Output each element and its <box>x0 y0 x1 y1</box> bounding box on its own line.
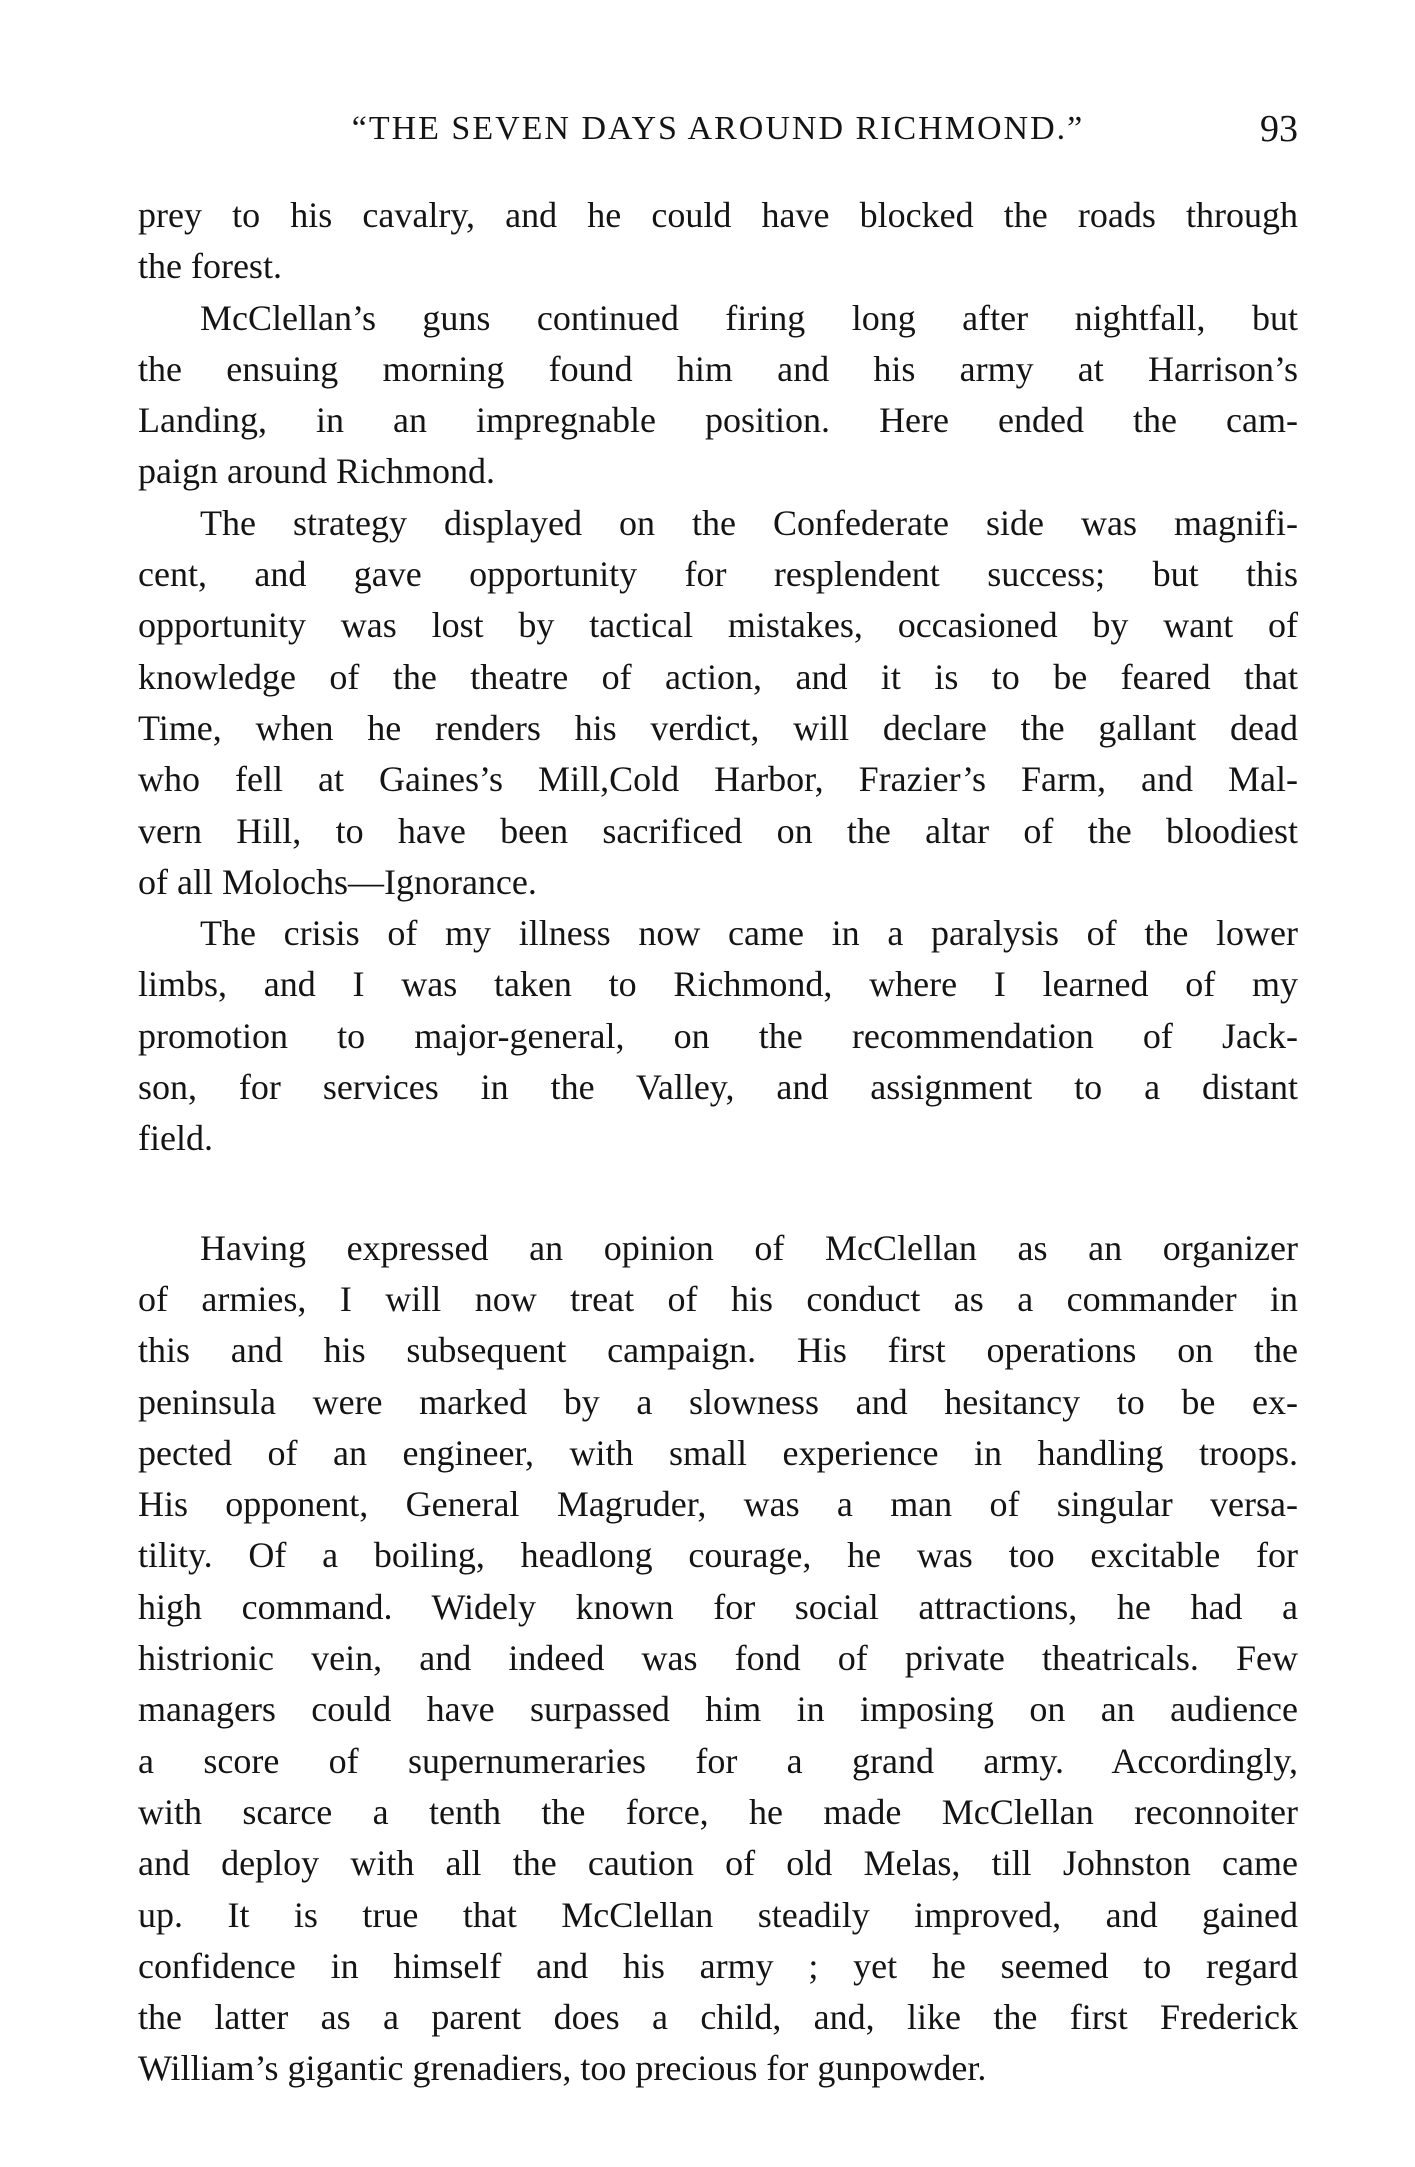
text-line: the forest. <box>138 246 282 287</box>
paragraph-4 <box>138 908 1298 1164</box>
text-line: opportunity was lost by tactical mistakes, occasioned by want of <box>138 605 1298 646</box>
text-line: tility. Of a boiling, headlong courage, he was too excitable for <box>138 1535 1298 1576</box>
paragraph-2 <box>138 293 1298 498</box>
paragraph-5 <box>138 1223 1298 2095</box>
text-line: of armies, I will now treat of his conduct as a commander in <box>138 1278 1298 1319</box>
text-line: confidence in himself and his army ; yet he seemed to regard <box>138 1945 1298 1986</box>
text-line: pected of an engineer, with small experience in handling troops. <box>138 1432 1298 1473</box>
text-line: McClellan’s guns continued firing long after nightfall, but <box>200 297 1298 338</box>
text-line: William’s gigantic grenadiers, too precious for gunpowder. <box>138 2048 987 2089</box>
text-line: limbs, and I was taken to Richmond, where I learned of my <box>138 964 1298 1005</box>
text-line: field. <box>138 1118 213 1159</box>
body-text <box>138 190 1298 2095</box>
text-line: a score of supernumeraries for a grand army. Accordingly, <box>138 1740 1298 1781</box>
text-line: up. It is true that McClellan steadily improved, and gained <box>138 1894 1298 1935</box>
text-line: paign around Richmond. <box>138 451 495 492</box>
text-line: the ensuing morning found him and his army at Harrison’s <box>138 348 1298 389</box>
text-line: prey to his cavalry, and he could have blocked the roads through <box>138 195 1298 235</box>
text-line: cent, and gave opportunity for resplendent success; but this <box>138 554 1298 595</box>
text-line: The crisis of my illness now came in a paralysis of the lower <box>200 913 1298 954</box>
paragraph-3 <box>138 498 1298 908</box>
text-line: Having expressed an opinion of McClellan as an organizer <box>200 1227 1298 1268</box>
text-line: son, for services in the Valley, and assignment to a distant <box>138 1067 1298 1108</box>
text-line: vern Hill, to have been sacrificed on the altar of the bloodiest <box>138 810 1298 851</box>
text-line: and deploy with all the caution of old Melas, till Johnston came <box>138 1843 1298 1884</box>
text-line: high command. Widely known for social attractions, he had a <box>138 1586 1298 1627</box>
page-number: 93 <box>1260 108 1298 150</box>
text-line: knowledge of the theatre of action, and it is to be feared that <box>138 656 1298 697</box>
text-line: His opponent, General Magruder, was a man of singular versa- <box>138 1484 1298 1525</box>
section-break <box>138 1165 1298 1223</box>
text-line: The strategy displayed on the Confederate side was magnifi- <box>200 502 1298 543</box>
text-line: with scarce a tenth the force, he made McClellan reconnoiter <box>138 1791 1298 1832</box>
text-line: Landing, in an impregnable position. Here ended the cam- <box>138 400 1298 441</box>
text-line: the latter as a parent does a child, and, like the first Frederick <box>138 1997 1298 2038</box>
running-title: “THE SEVEN DAYS AROUND RICHMOND.” <box>351 110 1085 147</box>
text-line: Time, when he renders his verdict, will declare the gallant dead <box>138 707 1298 748</box>
running-head <box>138 104 1298 154</box>
text-line: who fell at Gaines’s Mill,Cold Harbor, Frazier’s Farm, and Mal- <box>138 759 1298 800</box>
text-line: this and his subsequent campaign. His first operations on the <box>138 1330 1298 1371</box>
text-line: histrionic vein, and indeed was fond of private theatricals. Few <box>138 1638 1298 1679</box>
text-line: managers could have surpassed him in imposing on an audience <box>138 1689 1298 1730</box>
text-line: promotion to major-general, on the recommendation of Jack- <box>138 1015 1298 1056</box>
text-line: of all Molochs—Ignorance. <box>138 861 537 902</box>
text-line: peninsula were marked by a slowness and hesitancy to be ex- <box>138 1381 1298 1422</box>
paragraph-1 <box>138 190 1298 293</box>
